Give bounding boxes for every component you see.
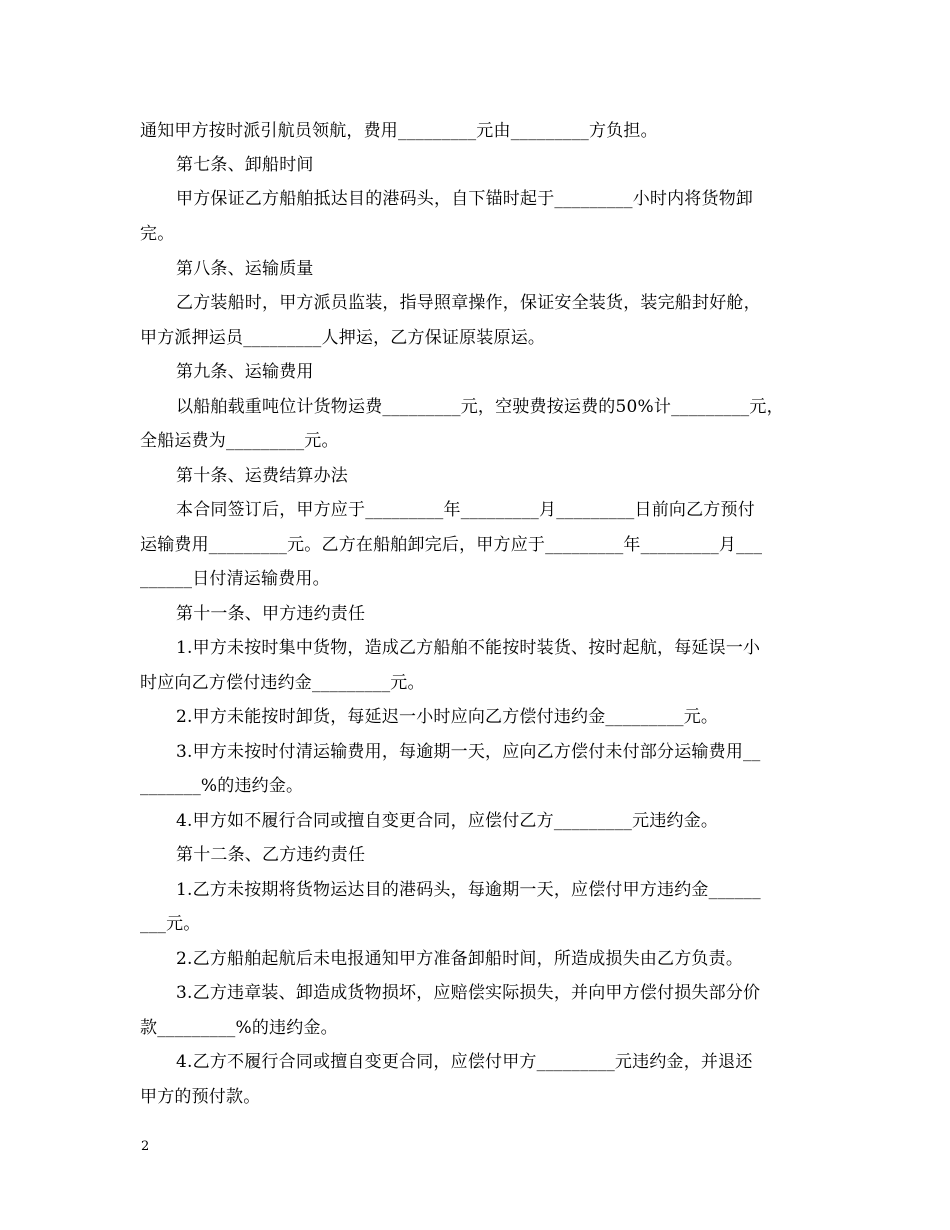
text-line: 通知甲方按时派引航员领航，费用_________元由_________方负担。: [140, 121, 658, 141]
text-line: 甲方的预付款。: [140, 1087, 261, 1107]
text-line: 本合同签订后，甲方应于_________年_________月_________日前向乙方预付: [176, 500, 755, 520]
section-heading-7: 第七条、卸船时间: [176, 155, 314, 175]
text-line: 2.甲方未能按时卸货，每延迟一小时应向乙方偿付违约金_________元。: [176, 707, 719, 727]
text-line: _______%的违约金。: [140, 776, 304, 796]
page-number: 2: [141, 1139, 150, 1154]
text-line: 甲方派押运员_________人押运，乙方保证原装原运。: [140, 328, 546, 348]
text-line: 运输费用_________元。乙方在船舶卸完后，甲方应于_________年_________月___: [140, 535, 763, 555]
text-line: 时应向乙方偿付违约金_________元。: [140, 673, 425, 693]
section-heading-8: 第八条、运输质量: [176, 259, 314, 279]
text-line: 4.乙方不履行合同或擅自变更合同，应偿付甲方_________元违约金，并退还: [176, 1052, 753, 1072]
text-line: 甲方保证乙方船舶抵达目的港码头，自下锚时起于_________小时内将货物卸: [176, 189, 754, 209]
text-line: ______日付清运输费用。: [140, 569, 330, 589]
text-line: 完。: [140, 224, 175, 244]
text-line: 以船舶载重吨位计货物运费_________元，空驶费按运费的50%计_________元，: [176, 397, 784, 417]
text-line: 款_________%的违约金。: [140, 1018, 338, 1038]
text-line: 3.甲方未按时付清运输费用，每逾期一天，应向乙方偿付未付部分运输费用__: [176, 742, 761, 762]
section-heading-12: 第十二条、乙方违约责任: [176, 845, 366, 865]
text-line: ___元。: [140, 914, 201, 934]
text-line: 1.甲方未按时集中货物，造成乙方船舶不能按时装货、按时起航，每延误一小: [176, 638, 761, 658]
text-line: 1.乙方未按期将货物运达目的港码头，每逾期一天，应偿付甲方违约金______: [176, 880, 761, 900]
text-line: 4.甲方如不履行合同或擅自变更合同，应偿付乙方_________元违约金。: [176, 811, 719, 831]
section-heading-10: 第十条、运费结算办法: [176, 466, 348, 486]
section-heading-11: 第十一条、甲方违约责任: [176, 604, 366, 624]
text-line: 2.乙方船舶起航后未电报通知甲方准备卸船时间，所造成损失由乙方负责。: [176, 949, 744, 969]
text-line: 全船运费为_________元。: [140, 431, 339, 451]
text-line: 乙方装船时，甲方派员监装，指导照章操作，保证安全装货，装完船封好舱，: [176, 293, 761, 313]
text-line: 3.乙方违章装、卸造成货物损坏，应赔偿实际损失，并向甲方偿付损失部分价: [176, 983, 761, 1003]
section-heading-9: 第九条、运输费用: [176, 362, 314, 382]
